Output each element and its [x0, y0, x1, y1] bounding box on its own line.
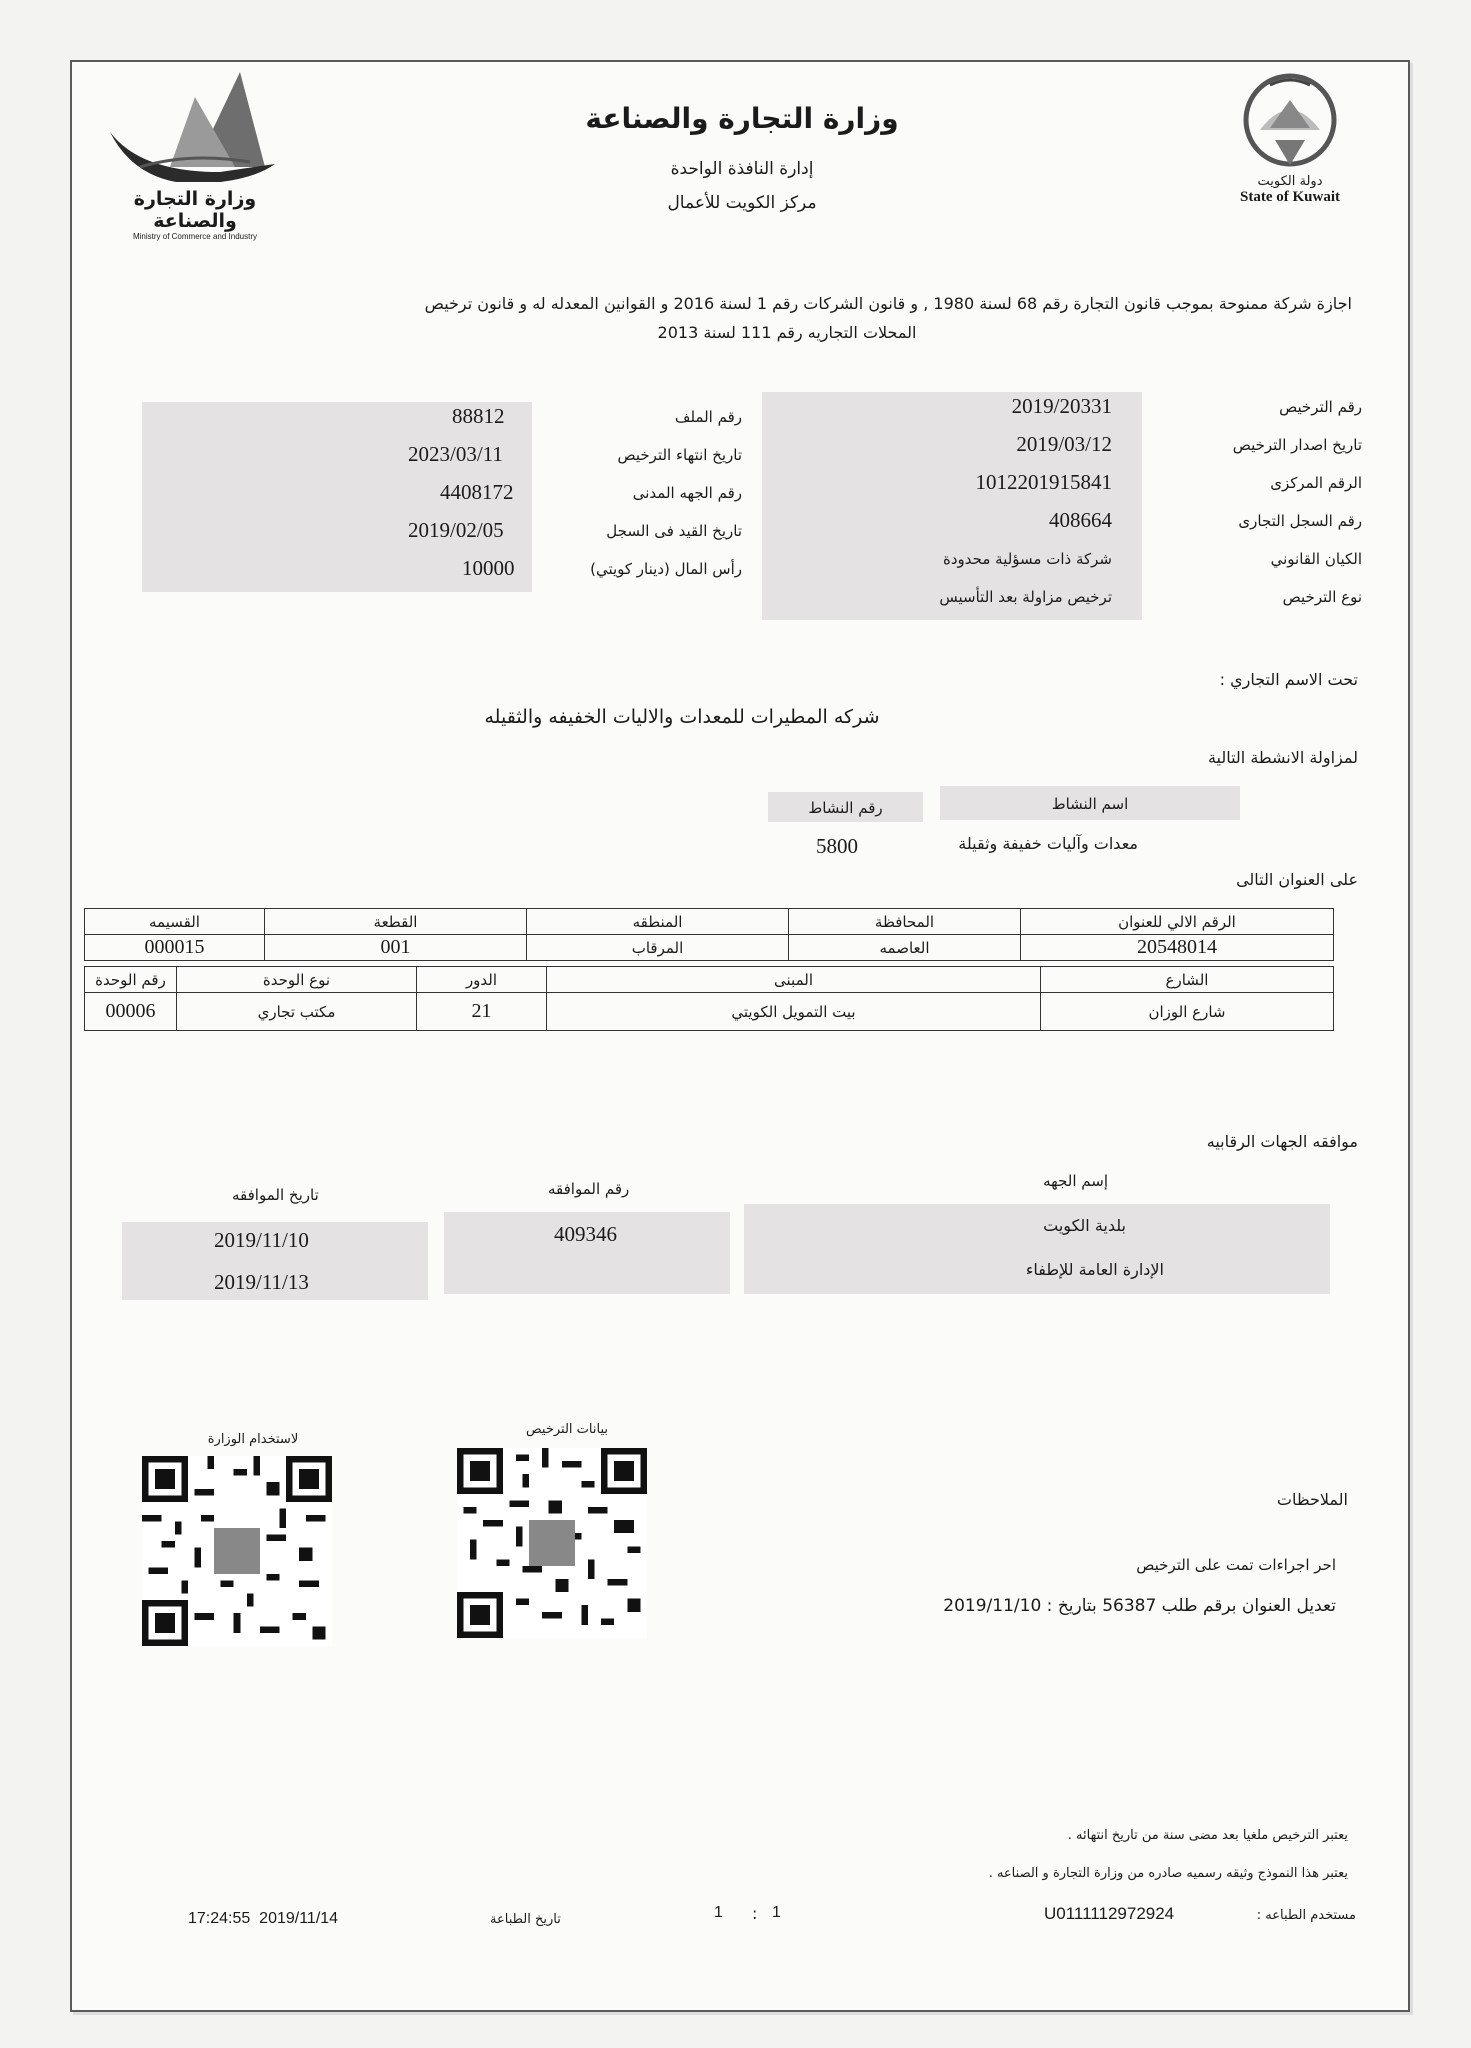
license-right-block [762, 392, 1362, 620]
activity-name: معدات وآليات خفيفة وثقيلة [958, 834, 1138, 853]
field-license-type: نوع الترخيص ترخيص مزاولة بعد التأسيس [939, 588, 1362, 606]
trade-name-label: تحت الاسم التجاري : [1219, 670, 1358, 689]
license-left-block [142, 402, 742, 592]
page-number-a: 1 [772, 1904, 781, 1921]
address-table-1 [84, 908, 1334, 961]
notes-label: الملاحظات [1276, 1490, 1348, 1509]
field-issue-date: تاريخ اصدار الترخيص 2019/03/12 [1016, 432, 1362, 456]
license-document [70, 60, 1410, 2012]
page-number-sep: : [752, 1904, 758, 1923]
value-governorate: العاصمه [789, 935, 1021, 961]
dhow-icon [100, 72, 290, 182]
trade-name-value: شركه المطيرات للمعدات والاليات الخفيفه والثقيله [484, 706, 880, 728]
activities-label: لمزاولة الانشطة التالية [1207, 748, 1358, 767]
value-building: بيت التمويل الكويتي [547, 993, 1041, 1031]
value-unit-type: مكتب تجاري [177, 993, 417, 1031]
ministry-logo-en: Ministry of Commerce and Industry [132, 232, 258, 241]
field-legal-entity: الكيان القانوني شركة ذات مسؤلية محدودة [943, 550, 1362, 568]
approval-number-1: 409346 [554, 1222, 617, 1246]
kuwait-emblem [1220, 70, 1360, 220]
value-auto-number: 20548014 [1021, 935, 1334, 961]
kuwait-emblem-en: State of Kuwait [1240, 189, 1340, 205]
page-number-b: 1 [714, 1904, 723, 1921]
value-plot: 000015 [85, 935, 265, 961]
approval-entity-header: إسم الجهه [1043, 1172, 1108, 1190]
header-unit-number: رقم الوحدة [85, 967, 177, 993]
ministry-logo [100, 72, 290, 241]
print-date-value: 17:24:55 2019/11/14 [188, 1910, 339, 1927]
print-date-label: تاريخ الطباعة [490, 1912, 561, 1927]
ministry-logo-ar: وزارة التجارة والصناعة [133, 188, 257, 232]
activity-number: 5800 [816, 834, 858, 858]
header-unit-type: نوع الوحدة [177, 967, 417, 993]
approval-number-header: رقم الموافقه [548, 1180, 630, 1198]
address-label: على العنوان التالى [1236, 870, 1358, 889]
footnote-1: يعتبر الترخيص ملغيا بعد مضى سنة من تاريخ انتهائه . [1067, 1828, 1348, 1843]
field-license-number: رقم الترخيص 2019/20331 [1011, 394, 1362, 418]
field-register-date: تاريخ القيد فى السجل 2019/02/05 [408, 518, 742, 542]
field-central-number: الرقم المركزى 1012201915841 [975, 470, 1362, 494]
kuwait-emblem-ar: دولة الكويت [1257, 174, 1323, 189]
activity-name-header: اسم النشاط [940, 786, 1240, 820]
department-title: إدارة النافذة الواحدة [670, 159, 814, 179]
last-action-text: تعديل العنوان برقم طلب 56387 بتاريخ : 2019/11/10 [943, 1596, 1336, 1616]
value-area: المرقاب [527, 935, 789, 961]
header-building: المبنى [547, 967, 1041, 993]
field-expiry-date: تاريخ انتهاء الترخيص 2023/03/11 [408, 442, 742, 466]
field-capital: رأس المال (دينار كويتي) 10000 [462, 556, 742, 580]
header-governorate: المحافظة [789, 909, 1021, 935]
center-title: مركز الكويت للأعمال [667, 193, 817, 213]
kuwait-emblem-icon [1240, 70, 1340, 170]
header-auto-number: الرقم الالي للعنوان [1021, 909, 1334, 935]
qr-license-code[interactable] [457, 1448, 647, 1638]
print-user-label: مستخدم الطباعه : [1256, 1908, 1356, 1923]
address-table-2 [84, 966, 1334, 1031]
intro-line-2: المحلات التجاريه رقم 111 لسنة 2013 [657, 323, 917, 342]
qr-license-label: بيانات الترخيص [525, 1422, 608, 1437]
ministry-title: وزارة التجارة والصناعة [585, 102, 899, 135]
approvals-label: موافقه الجهات الرقابيه [1206, 1132, 1358, 1151]
approval-entity-2: الإدارة العامة للإطفاء [1025, 1260, 1164, 1279]
approval-date-header: تاريخ الموافقه [232, 1186, 319, 1204]
print-user-value: U0111112972924 [1044, 1904, 1175, 1923]
approval-date-1: 2019/11/10 [214, 1228, 309, 1252]
field-file-number: رقم الملف 88812 [452, 404, 742, 428]
header-area: المنطقه [527, 909, 789, 935]
value-floor: 21 [417, 993, 547, 1031]
approval-entity-1: بلدية الكويت [1043, 1216, 1126, 1235]
header-floor: الدور [417, 967, 547, 993]
value-block: 001 [265, 935, 527, 961]
qr-ministry-code[interactable] [142, 1456, 332, 1646]
footnote-2: يعتبر هذا النموذج وثيقه رسميه صادره من وزارة التجارة و الصناعه . [988, 1866, 1348, 1881]
header-plot: القسيمه [85, 909, 265, 935]
approval-date-2: 2019/11/13 [214, 1270, 309, 1294]
header-street: الشارع [1041, 967, 1334, 993]
intro-line-1: اجازة شركة ممنوحة بموجب قانون التجارة رقم 68 لسنة 1980 , و قانون الشركات رقم 1 لسنة 2016 و القوانين المعدله له و قانون ترخيص [424, 294, 1352, 313]
field-civil-number: رقم الجهه المدنى 4408172 [440, 480, 742, 504]
last-actions-label: احر اجراءات تمت على الترخيص [1136, 1556, 1336, 1574]
activity-number-header: رقم النشاط [768, 792, 923, 822]
value-unit-number: 00006 [85, 993, 177, 1031]
approval-entity-bg [744, 1204, 1330, 1294]
qr-ministry-label: لاستخدام الوزارة [207, 1432, 299, 1447]
field-commercial-register: رقم السجل التجارى 408664 [1049, 508, 1362, 532]
value-street: شارع الوزان [1041, 993, 1334, 1031]
header-block: القطعة [265, 909, 527, 935]
